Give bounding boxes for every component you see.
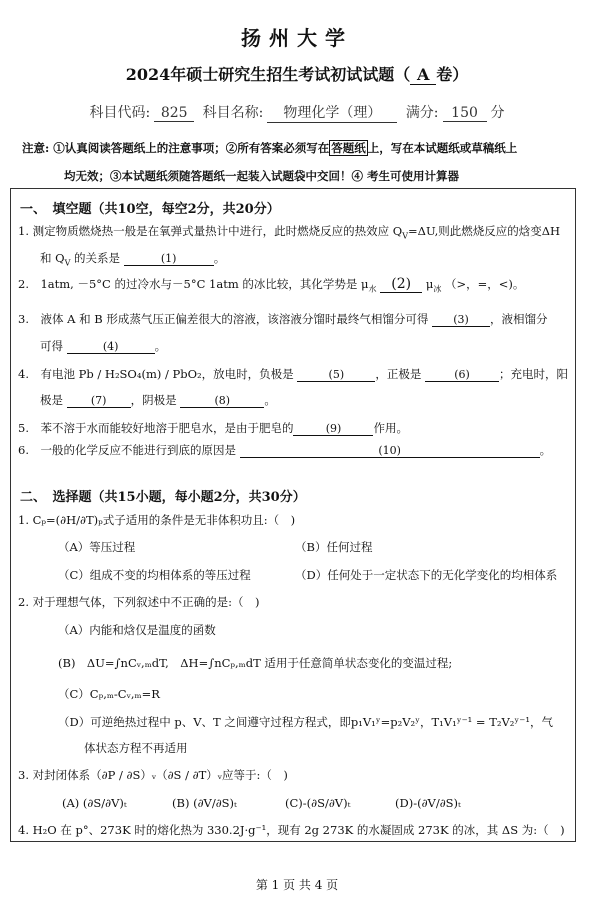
- notice-text-2: 上，写在本试题纸或草稿纸上: [367, 141, 518, 155]
- s1-q4-line1: [18, 366, 568, 382]
- s2-q2-option-a: （A）内能和焓仅是温度的函数: [58, 623, 216, 637]
- s1-q1-line1: 1. 测定物质燃烧热一般是在氧弹式量热计中进行，此时燃烧反应的热效应 $Q_V=\Delta U$,则此燃烧反应的焓变ΔH: [18, 224, 561, 241]
- s1-q1-b-pre: 和 Q: [40, 251, 65, 265]
- s2-q1-option-c: （C）组成不变的均相体系的等压过程: [58, 568, 251, 582]
- s1-q2-sub1: 水: [368, 284, 377, 294]
- university-name: 扬州大学: [241, 26, 353, 50]
- s1-q2: [18, 276, 524, 294]
- s1-q6-pre: 6. 一般的化学反应不能进行到底的原因是: [18, 443, 236, 457]
- section2-title: 二、 选择题（共15小题，每小题2分，共30分）: [20, 490, 306, 505]
- s1-q3-pre: 3. 液体 A 和 B 形成蒸气压正偏差很大的溶液，该溶液分馏时最终气相馏分可得: [18, 312, 429, 326]
- notice-label: 注意:: [22, 141, 50, 155]
- s2-q1-option-d: （D）任何处于一定状态下的无化学变化的均相体系: [295, 568, 558, 582]
- blank-5: (5): [297, 368, 375, 382]
- score-unit: 分: [490, 105, 505, 121]
- answer-sheet-box: 答题纸: [331, 141, 366, 155]
- s2-q3-option-a: (A) (∂S/∂V)ₜ: [62, 796, 127, 810]
- s1-q2-sub2: 冰: [433, 284, 442, 294]
- blank-4: (4): [67, 340, 155, 354]
- s1-q3-post: ，液相馏分: [490, 312, 548, 326]
- s2-q2-option-d: （D）可逆绝热过程中 p、V、T 之间遵守过程方程式，即p₁V₁ʸ=p₂V₂ʸ，T₁V₁ʸ⁻¹ = T₂V₂ʸ⁻¹，气: [58, 715, 553, 729]
- subject-meta: [0, 102, 594, 123]
- blank-3: (3): [432, 313, 490, 327]
- s2-q2-option-b: (B) ΔU=∫nCᵥ,ₘdT, ΔH=∫nCₚ,ₘdT 适用于任意简单状态变化的变温过程;: [58, 656, 453, 670]
- s1-q6: 6. 一般的化学反应不能进行到底的原因是 (10) 。: [18, 443, 552, 457]
- s1-q2-mid: μ: [425, 277, 434, 291]
- notice-line-2: 均无效；③本试题纸须随答题纸一起装入试题袋中交回！④ 考生可使用计算器: [64, 169, 459, 183]
- score-label: 满分:: [405, 105, 439, 121]
- paper-version: A: [410, 65, 436, 85]
- s1-q4-b-pre: 极是: [40, 393, 63, 407]
- name-value: 物理化学（理）: [267, 102, 397, 123]
- blank-8: (8): [180, 394, 264, 408]
- score-value: 150: [443, 105, 487, 122]
- s1-q2-pre: 2. 1atm, －5°C 的过冷水与－5°C 1atm 的冰比较，其化学势是 μ: [18, 277, 369, 291]
- section1-title: 一、 填空题（共10空，每空2分，共20分）: [20, 202, 280, 217]
- code-label: 科目代码:: [89, 105, 151, 121]
- s2-q3-option-b: (B) (∂V/∂S)ₜ: [172, 796, 237, 810]
- notice-text-1: ①认真阅读答题纸上的注意事项；②所有答案必须写在: [53, 141, 330, 155]
- s2-q1: 1. Cₚ=(∂H/∂T)ₚ式子适用的条件是无非体积功且:（ ): [18, 513, 296, 527]
- s2-q1-option-b: （B）任何过程: [295, 540, 373, 554]
- page-number: 第 1 页 共 4 页: [255, 878, 339, 892]
- s2-q2: 2. 对于理想气体，下列叙述中不正确的是:（ ): [18, 595, 260, 609]
- blank-2: (2): [380, 276, 422, 293]
- s1-q3-b-pre: 可得: [40, 339, 63, 353]
- s1-q3-line1: [18, 311, 548, 327]
- s2-q4: 4. H₂O 在 p°、273K 时的熔化热为 330.2J·g⁻¹，现有 2g 273K 的水凝固成 273K 的冰，其 ΔS 为:（ ): [18, 823, 565, 837]
- s1-q5-pre: 5. 苯不溶于水而能较好地溶于肥皂水，是由于肥皂的: [18, 421, 294, 435]
- exam-title: [0, 62, 594, 85]
- s1-q4-b-mid: ，阴极是: [130, 393, 177, 407]
- blank-7: (7): [67, 394, 131, 408]
- s2-q3: 3. 对封闭体系（∂P / ∂S）ᵥ（∂S / ∂T）ᵥ应等于:（ ): [18, 768, 288, 782]
- s1-q5: [18, 420, 408, 436]
- exam-title-pre: 2024年硕士研究生招生考试初试试题（: [125, 65, 411, 84]
- blank-1: (1): [124, 252, 214, 266]
- s1-q2-post: （>，=，<)。: [444, 277, 525, 291]
- blank-10: (10): [240, 444, 540, 458]
- s1-q4-line2: 极是 (7) ，阴极是 (8) 。: [40, 393, 276, 407]
- s2-q1-option-a: （A）等压过程: [58, 540, 136, 554]
- s1-q4-mid2: ；充电时，阳: [498, 367, 568, 381]
- s1-q1-text: 1. 测定物质燃烧热一般是在氧弹式量热计中进行，此时燃烧反应的热效应 Q: [18, 224, 403, 238]
- s1-q1-text2: =ΔU,则此燃烧反应的焓变ΔH: [408, 224, 561, 238]
- notice-line-1: [22, 140, 517, 156]
- s1-q3-line2: 可得 (4) 。: [40, 339, 167, 353]
- s2-q2-option-d-line2: 体状态方程不再适用: [84, 741, 188, 755]
- s1-q5-post: 作用。: [373, 421, 408, 435]
- exam-title-post: 卷）: [436, 65, 469, 84]
- code-value: 825: [154, 105, 194, 122]
- blank-6: (6): [425, 368, 499, 382]
- name-label: 科目名称:: [202, 105, 264, 121]
- s2-q3-option-c: (C)-(∂S/∂V)ₜ: [285, 796, 351, 810]
- s1-q4-mid1: ，正极是: [375, 367, 422, 381]
- s1-q1-b-mid: 的关系是: [74, 251, 121, 265]
- s1-q1-line2: 和 $Q_V$ 的关系是 (1) 。: [40, 251, 226, 268]
- s1-q4-pre: 4. 有电池 Pb / H₂SO₄(m) / PbO₂，放电时，负极是: [18, 367, 294, 381]
- blank-9: (9): [293, 422, 373, 436]
- s2-q2-option-c: （C）Cₚ,ₘ-Cᵥ,ₘ=R: [58, 687, 160, 701]
- s2-q3-option-d: (D)-(∂V/∂S)ₜ: [395, 796, 461, 810]
